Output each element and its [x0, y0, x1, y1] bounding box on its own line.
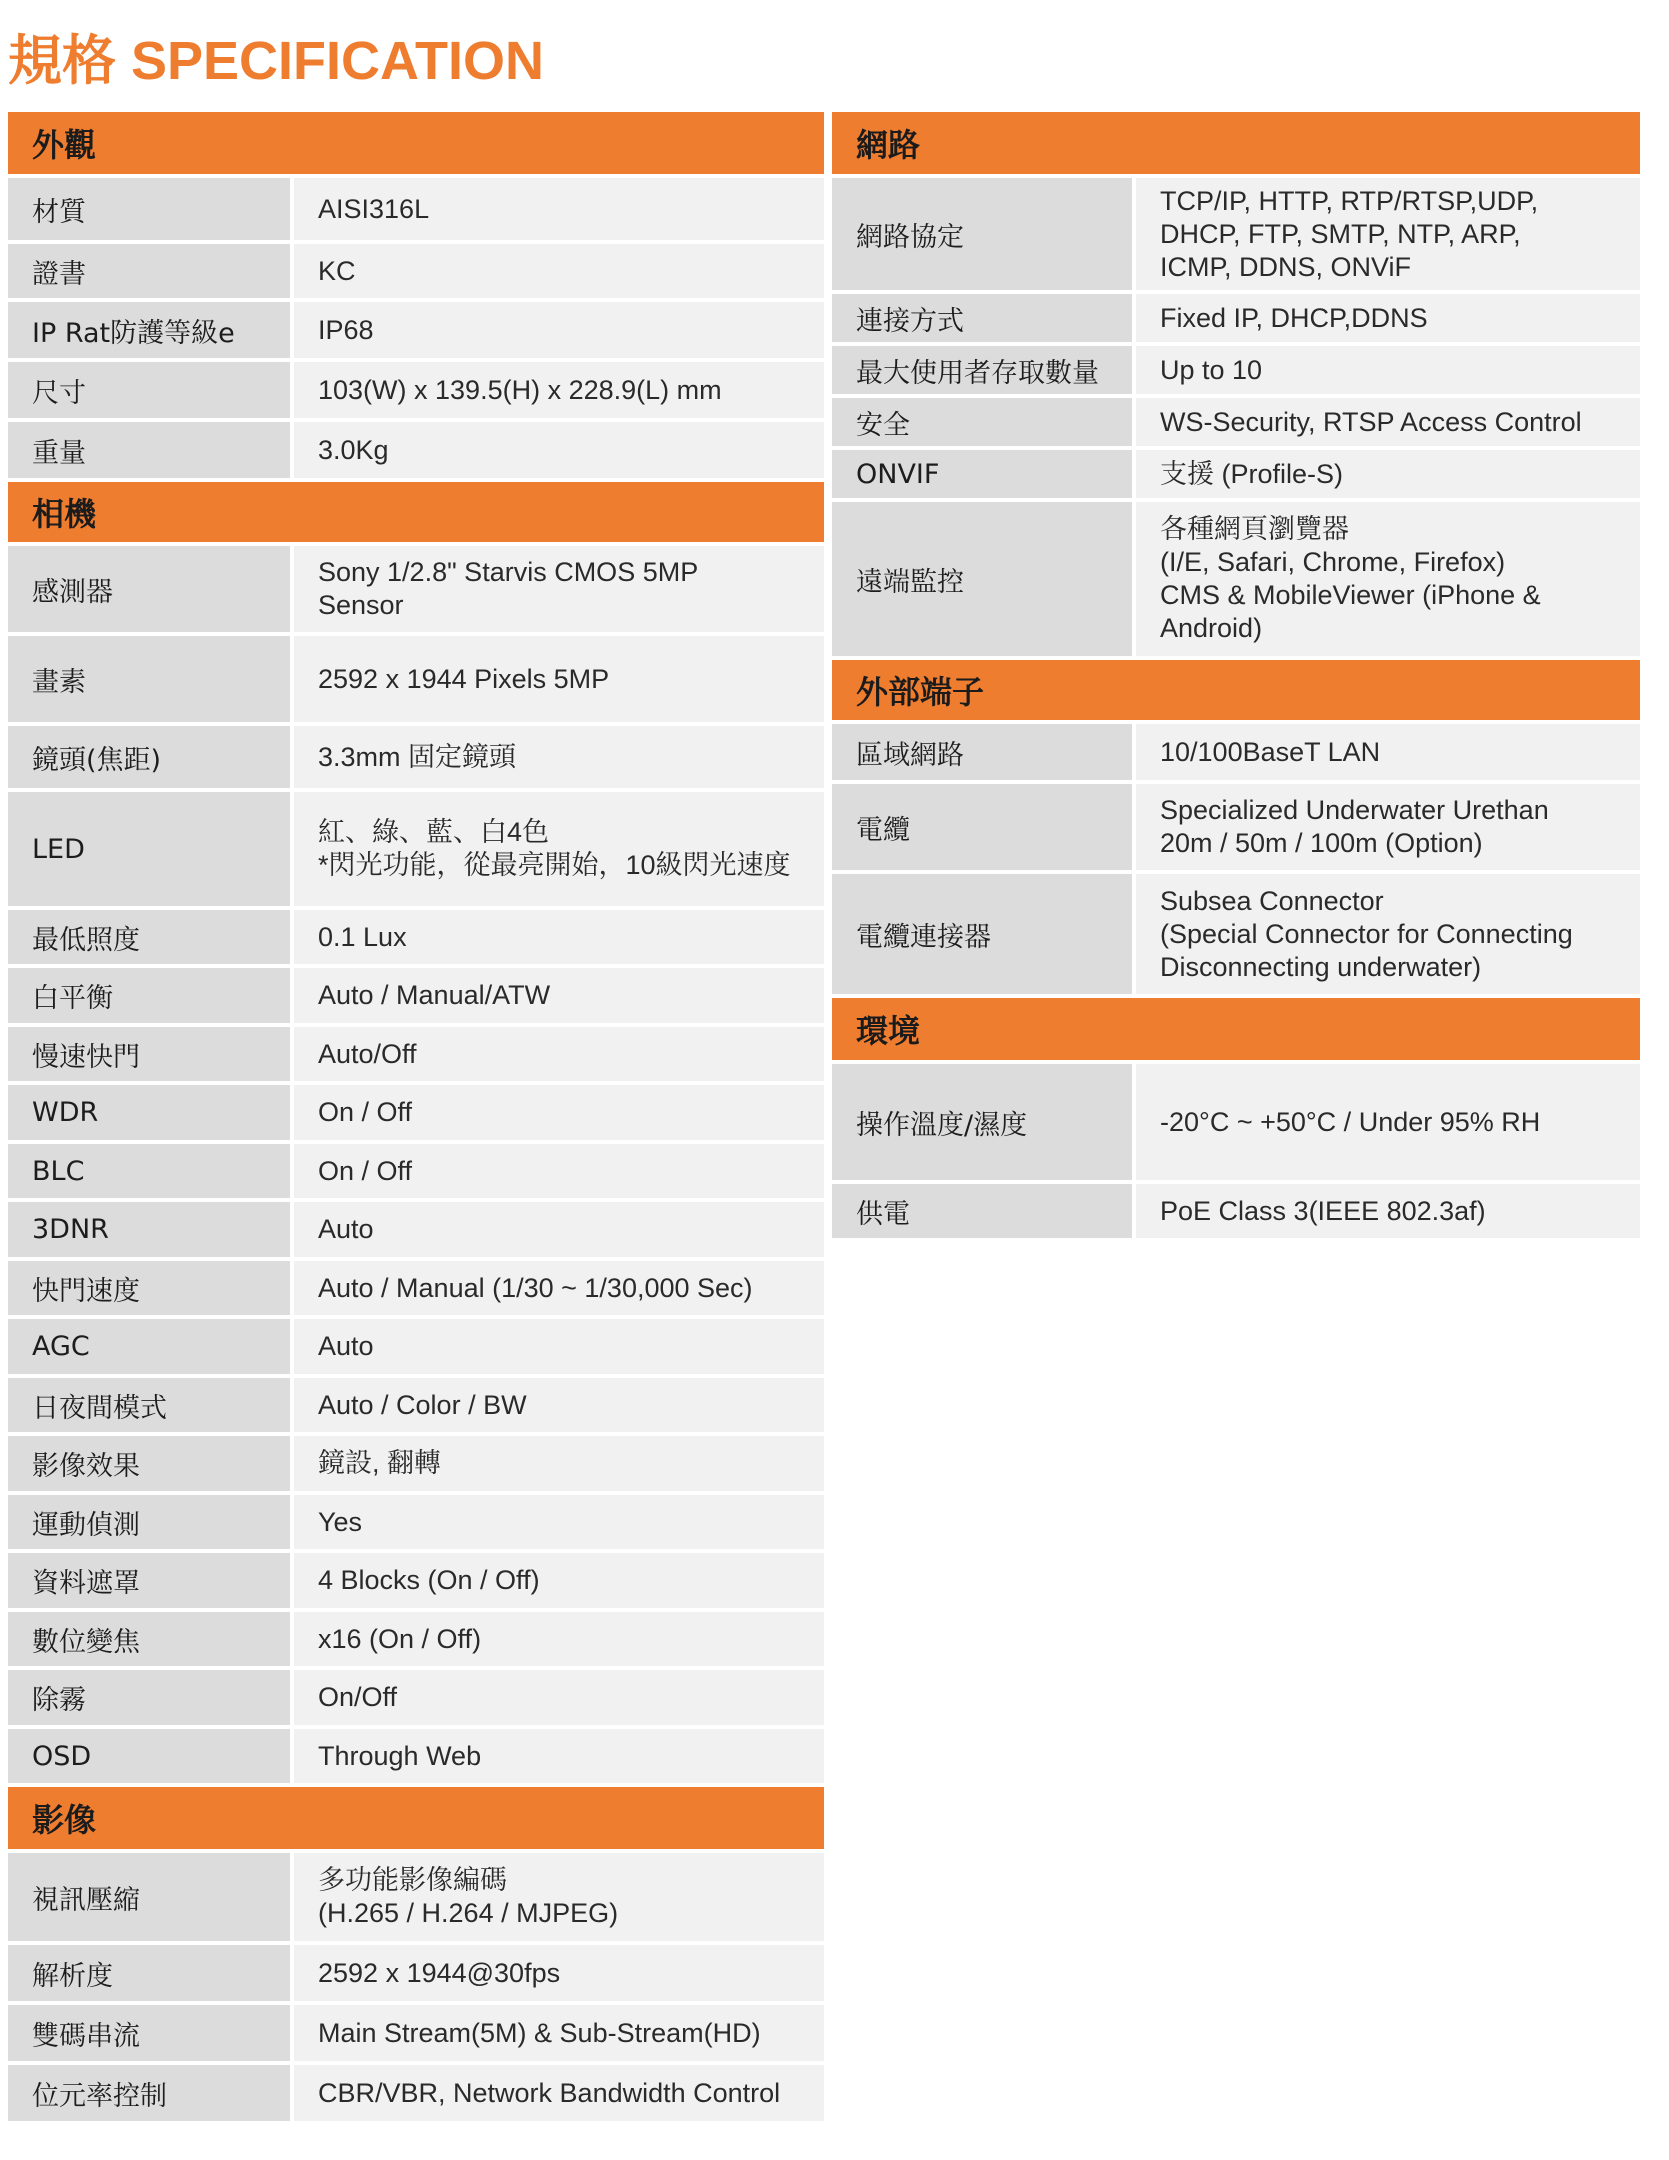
spec-value: CBR/VBR, Network Bandwidth Control — [294, 2065, 824, 2121]
spec-value: Auto — [294, 1202, 824, 1257]
spec-row — [832, 1184, 1640, 1242]
spec-label: 最低照度 — [8, 910, 294, 964]
spec-label: 安全 — [832, 398, 1136, 446]
spec-row — [8, 1027, 824, 1085]
spec-value: 支援 (Profile-S) — [1136, 450, 1640, 498]
spec-row — [8, 636, 824, 726]
page-title: 規格 SPECIFICATION — [8, 31, 545, 91]
section-header-camera: 相機 — [8, 482, 824, 546]
spec-label: 影像效果 — [8, 1436, 294, 1491]
spec-row — [8, 1729, 824, 1787]
spec-value: 4 Blocks (On / Off) — [294, 1553, 824, 1608]
spec-label: 遠端監控 — [832, 502, 1136, 656]
spec-label: 快門速度 — [8, 1261, 294, 1315]
spec-value: 10/100BaseT LAN — [1136, 724, 1640, 780]
spec-row — [8, 2005, 824, 2065]
spec-value: 0.1 Lux — [294, 910, 824, 964]
spec-row — [832, 1064, 1640, 1184]
spec-value: 3.3mm 固定鏡頭 — [294, 726, 824, 788]
spec-row — [8, 1495, 824, 1553]
spec-value: Sony 1/2.8" Starvis CMOS 5MP Sensor — [294, 546, 824, 632]
spec-value: IP68 — [294, 302, 824, 358]
spec-label: 供電 — [832, 1184, 1136, 1238]
spec-value: 2592 x 1944 Pixels 5MP — [294, 636, 824, 722]
spec-label: 材質 — [8, 178, 294, 240]
spec-label: ONVIF — [832, 450, 1136, 498]
spec-value: PoE Class 3(IEEE 802.3af) — [1136, 1184, 1640, 1238]
spec-label: 運動偵測 — [8, 1495, 294, 1549]
spec-label: 尺寸 — [8, 362, 294, 418]
spec-value: Fixed IP, DHCP,DDNS — [1136, 294, 1640, 342]
spec-row — [8, 178, 824, 244]
spec-row — [8, 422, 824, 482]
spec-row — [8, 910, 824, 968]
spec-value: Specialized Underwater Urethan 20m / 50m / 100m (Option) — [1136, 784, 1640, 870]
spec-row — [8, 1670, 824, 1729]
spec-label: 鏡頭(焦距) — [8, 726, 294, 788]
spec-value: Subsea Connector (Special Connector for Connecting Disconnecting underwater) — [1136, 874, 1640, 994]
spec-value: Auto / Manual (1/30 ~ 1/30,000 Sec) — [294, 1261, 824, 1315]
spec-label: 雙碼串流 — [8, 2005, 294, 2061]
section-header-environment: 環境 — [832, 998, 1640, 1064]
spec-value: 鏡設, 翻轉 — [294, 1436, 824, 1491]
spec-row — [8, 1319, 824, 1378]
spec-row — [832, 784, 1640, 874]
spec-label: 電纜 — [832, 784, 1136, 870]
spec-label: 證書 — [8, 244, 294, 298]
spec-row — [8, 2065, 824, 2125]
spec-row — [8, 968, 824, 1027]
left-spec-column — [8, 112, 824, 2125]
section-header-external-ports: 外部端子 — [832, 660, 1640, 724]
spec-value: 2592 x 1944@30fps — [294, 1945, 824, 2001]
spec-label: 除霧 — [8, 1670, 294, 1725]
spec-value: AISI316L — [294, 178, 824, 240]
spec-label: 白平衡 — [8, 968, 294, 1023]
spec-label: 感測器 — [8, 546, 294, 632]
spec-value: 各種網頁瀏覽器 (I/E, Safari, Chrome, Firefox) CMS & MobileViewer (iPhone & Android) — [1136, 502, 1640, 656]
spec-label: BLC — [8, 1144, 294, 1198]
spec-value: On/Off — [294, 1670, 824, 1725]
spec-row — [832, 450, 1640, 502]
section-header-network: 網路 — [832, 112, 1640, 178]
spec-value: x16 (On / Off) — [294, 1612, 824, 1666]
spec-row — [8, 1853, 824, 1945]
spec-row — [8, 1202, 824, 1261]
spec-value: 紅、綠、藍、白4色 *閃光功能，從最亮開始，10級閃光速度 — [294, 792, 824, 906]
spec-row — [832, 502, 1640, 660]
spec-value: Auto/Off — [294, 1027, 824, 1081]
spec-label: AGC — [8, 1319, 294, 1374]
spec-label: WDR — [8, 1085, 294, 1140]
spec-label: 資料遮罩 — [8, 1553, 294, 1608]
right-spec-column — [832, 112, 1640, 1242]
spec-label: 視訊壓縮 — [8, 1853, 294, 1941]
spec-label: 網路協定 — [832, 178, 1136, 290]
spec-row — [832, 874, 1640, 998]
spec-label: 重量 — [8, 422, 294, 478]
spec-row — [832, 724, 1640, 784]
spec-label: IP Rat防護等級e — [8, 302, 294, 358]
spec-value: TCP/IP, HTTP, RTP/RTSP,UDP, DHCP, FTP, SMTP, NTP, ARP, ICMP, DDNS, ONViF — [1136, 178, 1640, 290]
spec-row — [8, 1612, 824, 1670]
spec-row — [8, 1436, 824, 1495]
spec-label: 電纜連接器 — [832, 874, 1136, 994]
spec-row — [8, 302, 824, 362]
spec-label: 操作溫度/濕度 — [832, 1064, 1136, 1180]
spec-value: On / Off — [294, 1144, 824, 1198]
spec-label: 畫素 — [8, 636, 294, 722]
spec-value: On / Off — [294, 1085, 824, 1140]
spec-value: Auto / Manual/ATW — [294, 968, 824, 1023]
spec-label: 日夜間模式 — [8, 1378, 294, 1432]
spec-value: KC — [294, 244, 824, 298]
spec-row — [8, 546, 824, 636]
spec-value: Auto — [294, 1319, 824, 1374]
spec-row — [8, 1261, 824, 1319]
spec-label: 慢速快門 — [8, 1027, 294, 1081]
spec-value: Auto / Color / BW — [294, 1378, 824, 1432]
spec-label: 連接方式 — [832, 294, 1136, 342]
spec-row — [8, 1085, 824, 1144]
spec-row — [8, 726, 824, 792]
spec-label: OSD — [8, 1729, 294, 1783]
spec-value: Through Web — [294, 1729, 824, 1783]
spec-value: 3.0Kg — [294, 422, 824, 478]
spec-label: 3DNR — [8, 1202, 294, 1257]
spec-value: Up to 10 — [1136, 346, 1640, 394]
spec-row — [832, 346, 1640, 398]
spec-label: 區域網路 — [832, 724, 1136, 780]
spec-row — [8, 1144, 824, 1202]
spec-label: 數位變焦 — [8, 1612, 294, 1666]
spec-row — [8, 362, 824, 422]
spec-row — [832, 178, 1640, 294]
spec-row — [8, 1378, 824, 1436]
spec-label: 位元率控制 — [8, 2065, 294, 2121]
spec-label: 最大使用者存取數量 — [832, 346, 1136, 394]
spec-label: 解析度 — [8, 1945, 294, 2001]
spec-value: WS-Security, RTSP Access Control — [1136, 398, 1640, 446]
section-header-video: 影像 — [8, 1787, 824, 1853]
section-header-appearance: 外觀 — [8, 112, 824, 178]
spec-row — [8, 1945, 824, 2005]
spec-row — [8, 244, 824, 302]
spec-value: Main Stream(5M) & Sub-Stream(HD) — [294, 2005, 824, 2061]
spec-value: 103(W) x 139.5(H) x 228.9(L) mm — [294, 362, 824, 418]
spec-value: -20°C ~ +50°C / Under 95% RH — [1136, 1064, 1640, 1180]
spec-row — [8, 1553, 824, 1612]
spec-value: 多功能影像編碼 (H.265 / H.264 / MJPEG) — [294, 1853, 824, 1941]
spec-row — [832, 398, 1640, 450]
spec-value: Yes — [294, 1495, 824, 1549]
spec-row — [832, 294, 1640, 346]
spec-label: LED — [8, 792, 294, 906]
spec-row — [8, 792, 824, 910]
